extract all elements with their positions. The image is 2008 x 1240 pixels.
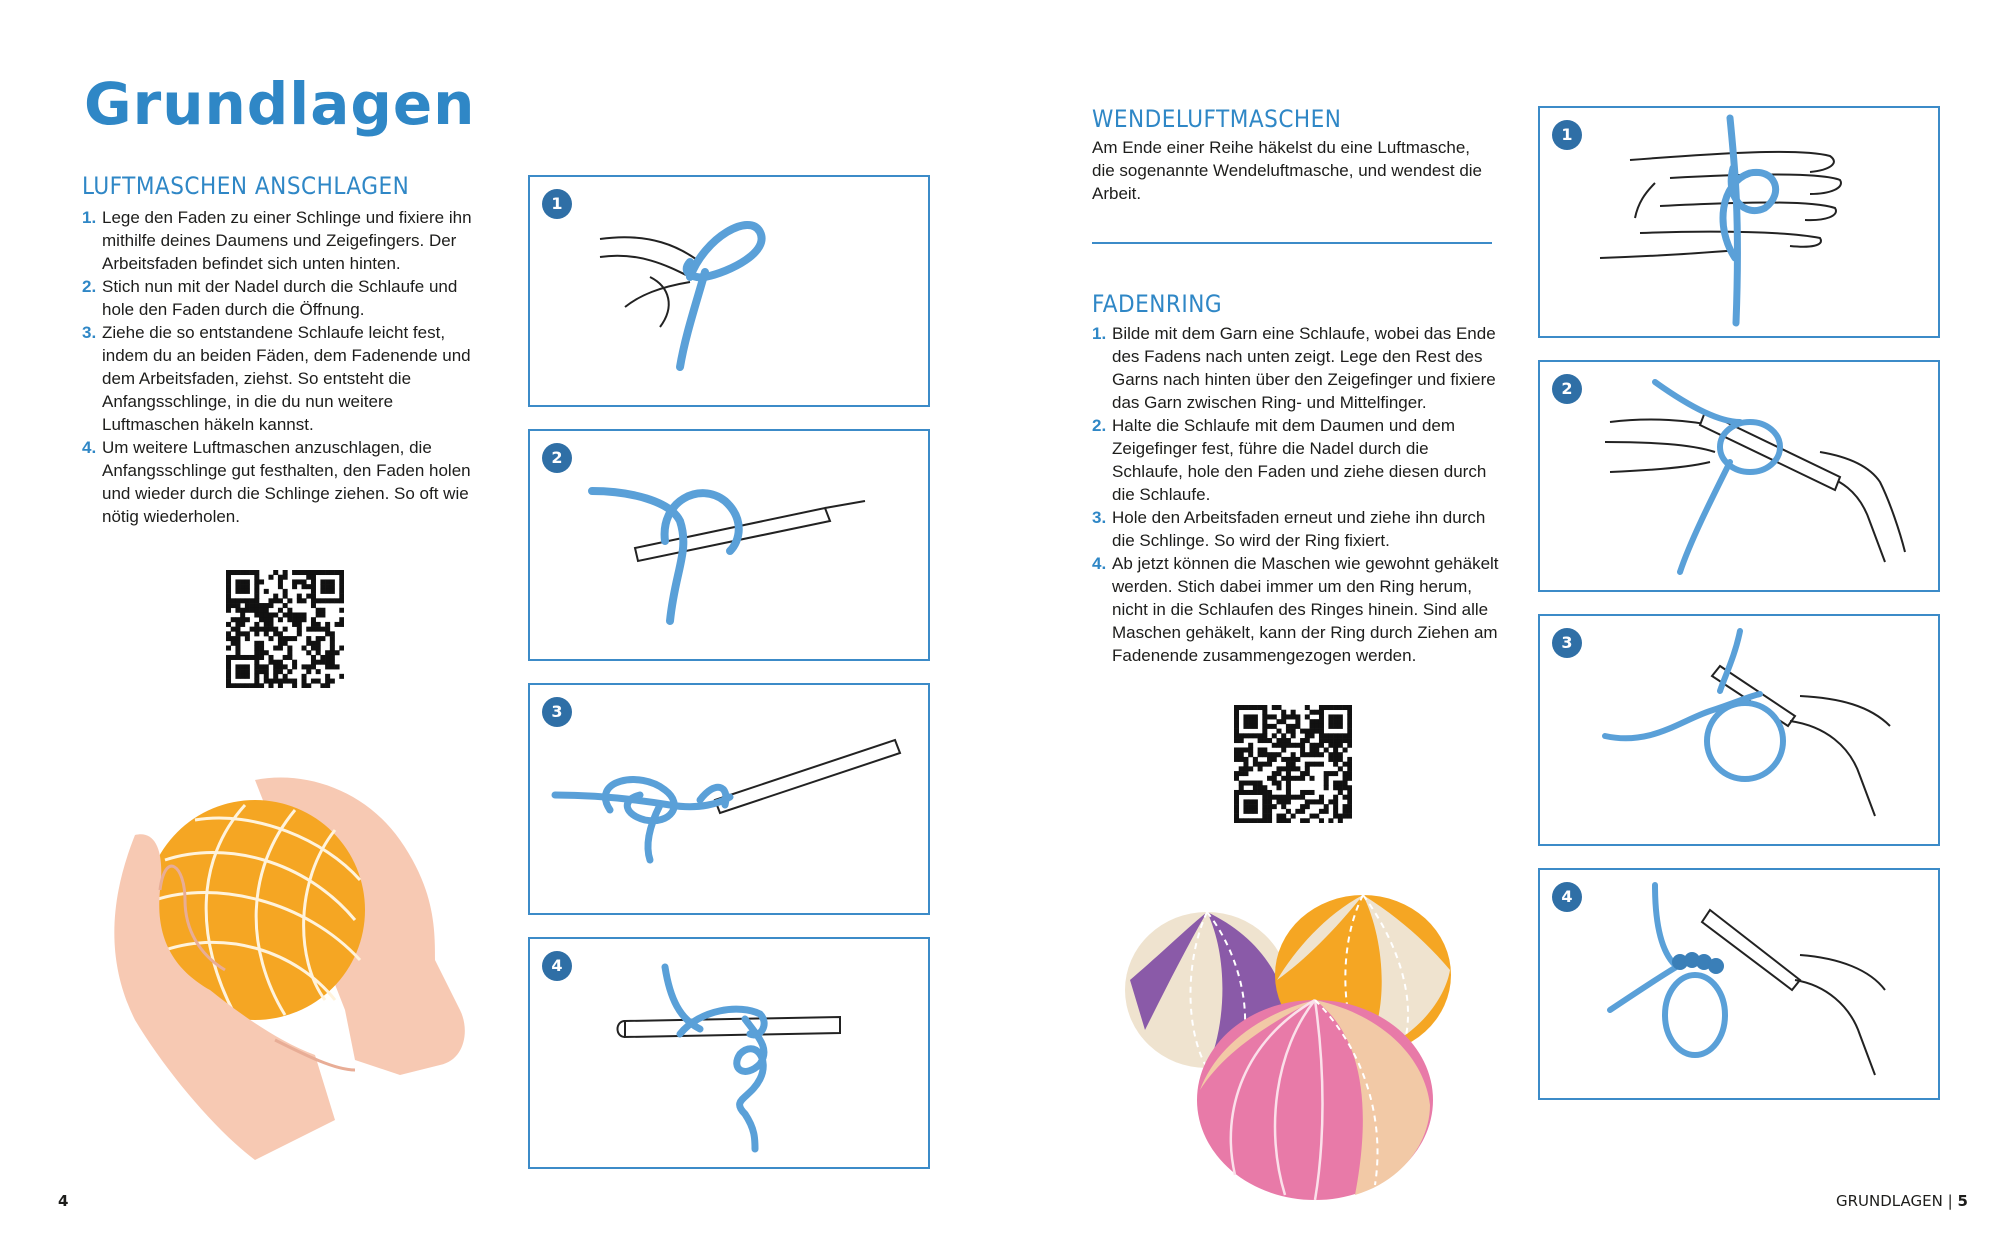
hook-through-ring-icon	[1540, 362, 1942, 594]
step-panel-right-4	[1538, 868, 1940, 1100]
page-number-left: 4	[58, 1192, 69, 1210]
step-item	[82, 275, 472, 321]
step-panel-left-3	[528, 683, 930, 915]
step-badge: 1	[1552, 120, 1582, 150]
step-number: 2.	[82, 277, 97, 296]
step-number: 1.	[82, 208, 97, 227]
step-item	[1092, 414, 1502, 506]
step-text: Ab jetzt können die Maschen wie gewohnt gehäkelt werden. Stich dabei immer um den Ring herum, nicht in die Schlaufen des Ringes hinein. Sind alle Maschen gehäkelt, kann der Ring durch Ziehen am Fadenende zusammengezogen werden.	[1112, 554, 1499, 665]
step-item	[1092, 322, 1502, 414]
step-badge: 3	[542, 697, 572, 727]
step-number: 3.	[1092, 508, 1107, 527]
fadenring-steps	[1092, 322, 1502, 667]
step-number: 2.	[1092, 416, 1107, 435]
step-number: 3.	[82, 323, 97, 342]
step-item	[82, 206, 472, 275]
step-badge: 2	[542, 443, 572, 473]
running-footer	[1836, 1192, 1968, 1210]
step-item	[1092, 552, 1502, 667]
stitches-around-ring-icon	[1540, 870, 1942, 1102]
section-heading-luftmaschen: LUFTMASCHEN ANSCHLAGEN	[82, 172, 410, 200]
step-text: Lege den Faden zu einer Schlinge und fixiere ihn mithilfe deines Daumens und Zeigefingers. Der Arbeitsfaden befindet sich unten hinten.	[102, 208, 472, 273]
qr-code-left[interactable]	[226, 570, 344, 688]
step-text: Hole den Arbeitsfaden erneut und ziehe ihn durch die Schlinge. So wird der Ring fixiert.	[1112, 508, 1486, 550]
tightened-slipknot-icon	[530, 685, 932, 917]
step-badge: 2	[1552, 374, 1582, 404]
step-text: Um weitere Luftmaschen anzuschlagen, die Anfangsschlinge gut festhalten, den Faden holen und wieder durch die Schlinge ziehen. So oft wie nötig wiederholen.	[102, 438, 471, 526]
step-text: Ziehe die so entstandene Schlaufe leicht fest, indem du an beiden Fäden, dem Fadenende und dem Arbeitsfaden, ziehst. So entsteht die Anfangsschlinge, in die du nun weitere Luftmaschen häkeln kannst.	[102, 323, 471, 434]
section-heading-fadenring: FADENRING	[1092, 290, 1223, 318]
step-number: 4.	[82, 438, 97, 457]
step-item	[82, 436, 472, 528]
step-panel-left-1	[528, 175, 930, 407]
slipknot-loop-icon	[530, 177, 932, 409]
yarn-ball-hands-illustration	[105, 770, 465, 1170]
wendeluftmaschen-text: Am Ende einer Reihe häkelst du eine Luftmasche, die sogenannte Wendeluftmasche, und wendest die Arbeit.	[1092, 138, 1483, 203]
luftmaschen-steps	[82, 206, 472, 528]
hook-through-loop-icon	[530, 431, 932, 663]
footer-label: GRUNDLAGEN	[1836, 1192, 1943, 1210]
page-number-right: 5	[1957, 1192, 1968, 1210]
step-badge: 1	[542, 189, 572, 219]
step-panel-left-2	[528, 429, 930, 661]
chain-stitch-icon	[530, 939, 932, 1171]
step-item	[1092, 506, 1502, 552]
yarn-over-fingers-icon	[1540, 108, 1942, 340]
step-text: Stich nun mit der Nadel durch die Schlaufe und hole den Faden durch die Öffnung.	[102, 277, 458, 319]
section-heading-wendeluftmaschen: WENDELUFTMASCHEN	[1092, 105, 1342, 133]
step-item	[82, 321, 472, 436]
step-panel-right-2	[1538, 360, 1940, 592]
step-number: 1.	[1092, 324, 1107, 343]
step-text: Halte die Schlaufe mit dem Daumen und dem Zeigefinger fest, führe die Nadel durch die Schlaufe, hole den Faden und ziehe diesen durch die Schlaufe.	[1112, 416, 1487, 504]
step-panel-right-3	[1538, 614, 1940, 846]
qr-code-right[interactable]	[1234, 705, 1352, 823]
fixed-ring-icon	[1540, 616, 1942, 848]
step-badge: 3	[1552, 628, 1582, 658]
step-badge: 4	[542, 951, 572, 981]
step-text: Bilde mit dem Garn eine Schlaufe, wobei das Ende des Fadens nach unten zeigt. Lege den Rest des Garns nach hinten über den Zeigefinger und fixiere das Garn zwischen Ring- und Mittelfinger.	[1112, 324, 1496, 412]
section-divider	[1092, 242, 1492, 244]
page-title: Grundlagen	[84, 70, 476, 138]
step-number: 4.	[1092, 554, 1107, 573]
step-panel-right-1	[1538, 106, 1940, 338]
footer-separator: |	[1947, 1192, 1953, 1210]
step-panel-left-4	[528, 937, 930, 1169]
yarn-balls-illustration	[1125, 890, 1495, 1220]
step-badge: 4	[1552, 882, 1582, 912]
